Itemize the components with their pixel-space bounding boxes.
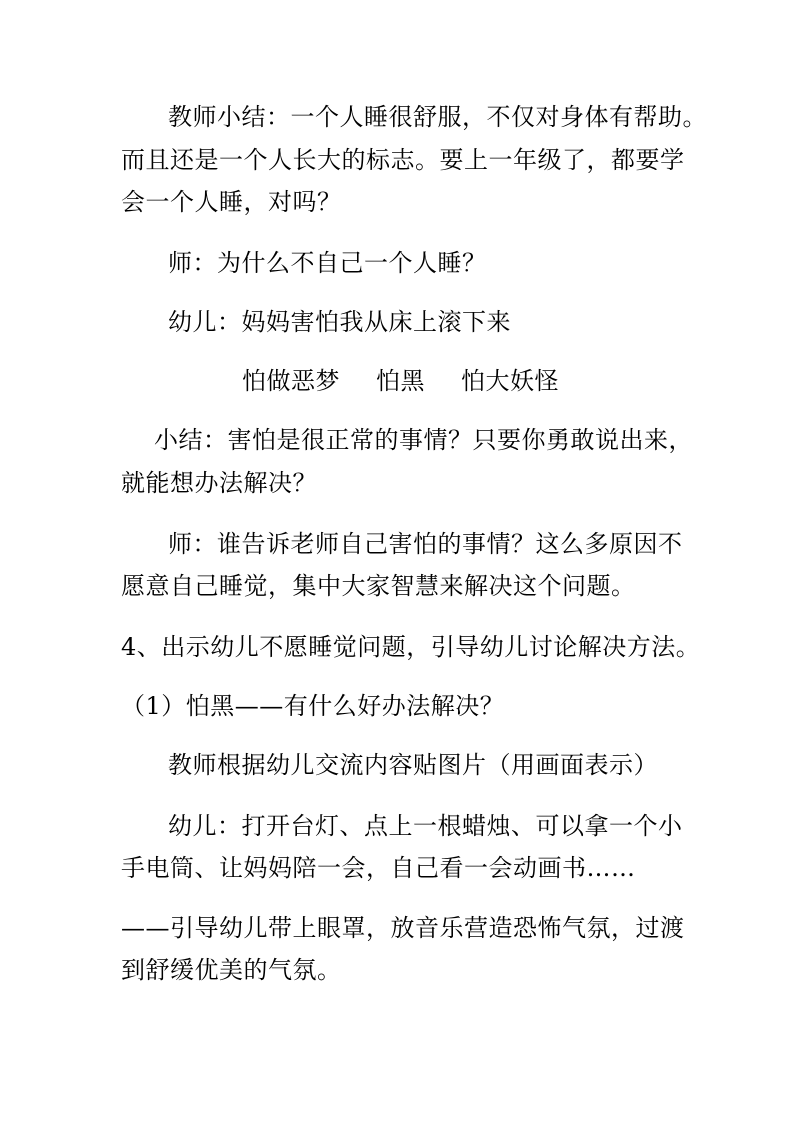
- paragraph-line: 愿意自己睡觉，集中大家智慧来解决这个问题。: [121, 572, 636, 600]
- paragraph-line: 师：为什么不自己一个人睡？: [168, 249, 487, 277]
- fears-list: [242, 366, 559, 396]
- paragraph-line: 就能想办法解决？: [121, 469, 317, 497]
- paragraph-line: 幼儿：妈妈害怕我从床上滚下来: [168, 308, 511, 336]
- paragraph-line: 小结：害怕是很正常的事情？只要你勇敢说出来，: [154, 426, 693, 454]
- paragraph-line: 教师小结：一个人睡很舒服，不仅对身体有帮助。: [168, 103, 707, 131]
- paragraph-line: 会一个人睡，对吗？: [121, 188, 342, 216]
- section-heading: 4、出示幼儿不愿睡觉问题，引导幼儿讨论解决方法。: [121, 633, 701, 661]
- fear-item: 怕黑: [376, 367, 425, 395]
- paragraph-line: 教师根据幼儿交流内容贴图片（用画面表示）: [168, 751, 658, 779]
- paragraph-line: ——引导幼儿带上眼罩，放音乐营造恐怖气氛，过渡: [121, 914, 685, 942]
- subsection-heading: （1）怕黑——有什么好办法解决？: [121, 692, 505, 720]
- paragraph-line: 到舒缓优美的气氛。: [121, 956, 342, 984]
- fear-item: 怕大妖怪: [461, 367, 559, 395]
- fear-item: 怕做恶梦: [242, 367, 340, 395]
- paragraph-line: 师：谁告诉老师自己害怕的事情？这么多原因不: [168, 530, 683, 558]
- paragraph-line: 手电筒、让妈妈陪一会，自己看一会动画书……: [121, 854, 636, 882]
- paragraph-line: 幼儿：打开台灯、点上一根蜡烛、可以拿一个小: [168, 812, 683, 840]
- paragraph-line: 而且还是一个人长大的标志。要上一年级了，都要学: [121, 146, 685, 174]
